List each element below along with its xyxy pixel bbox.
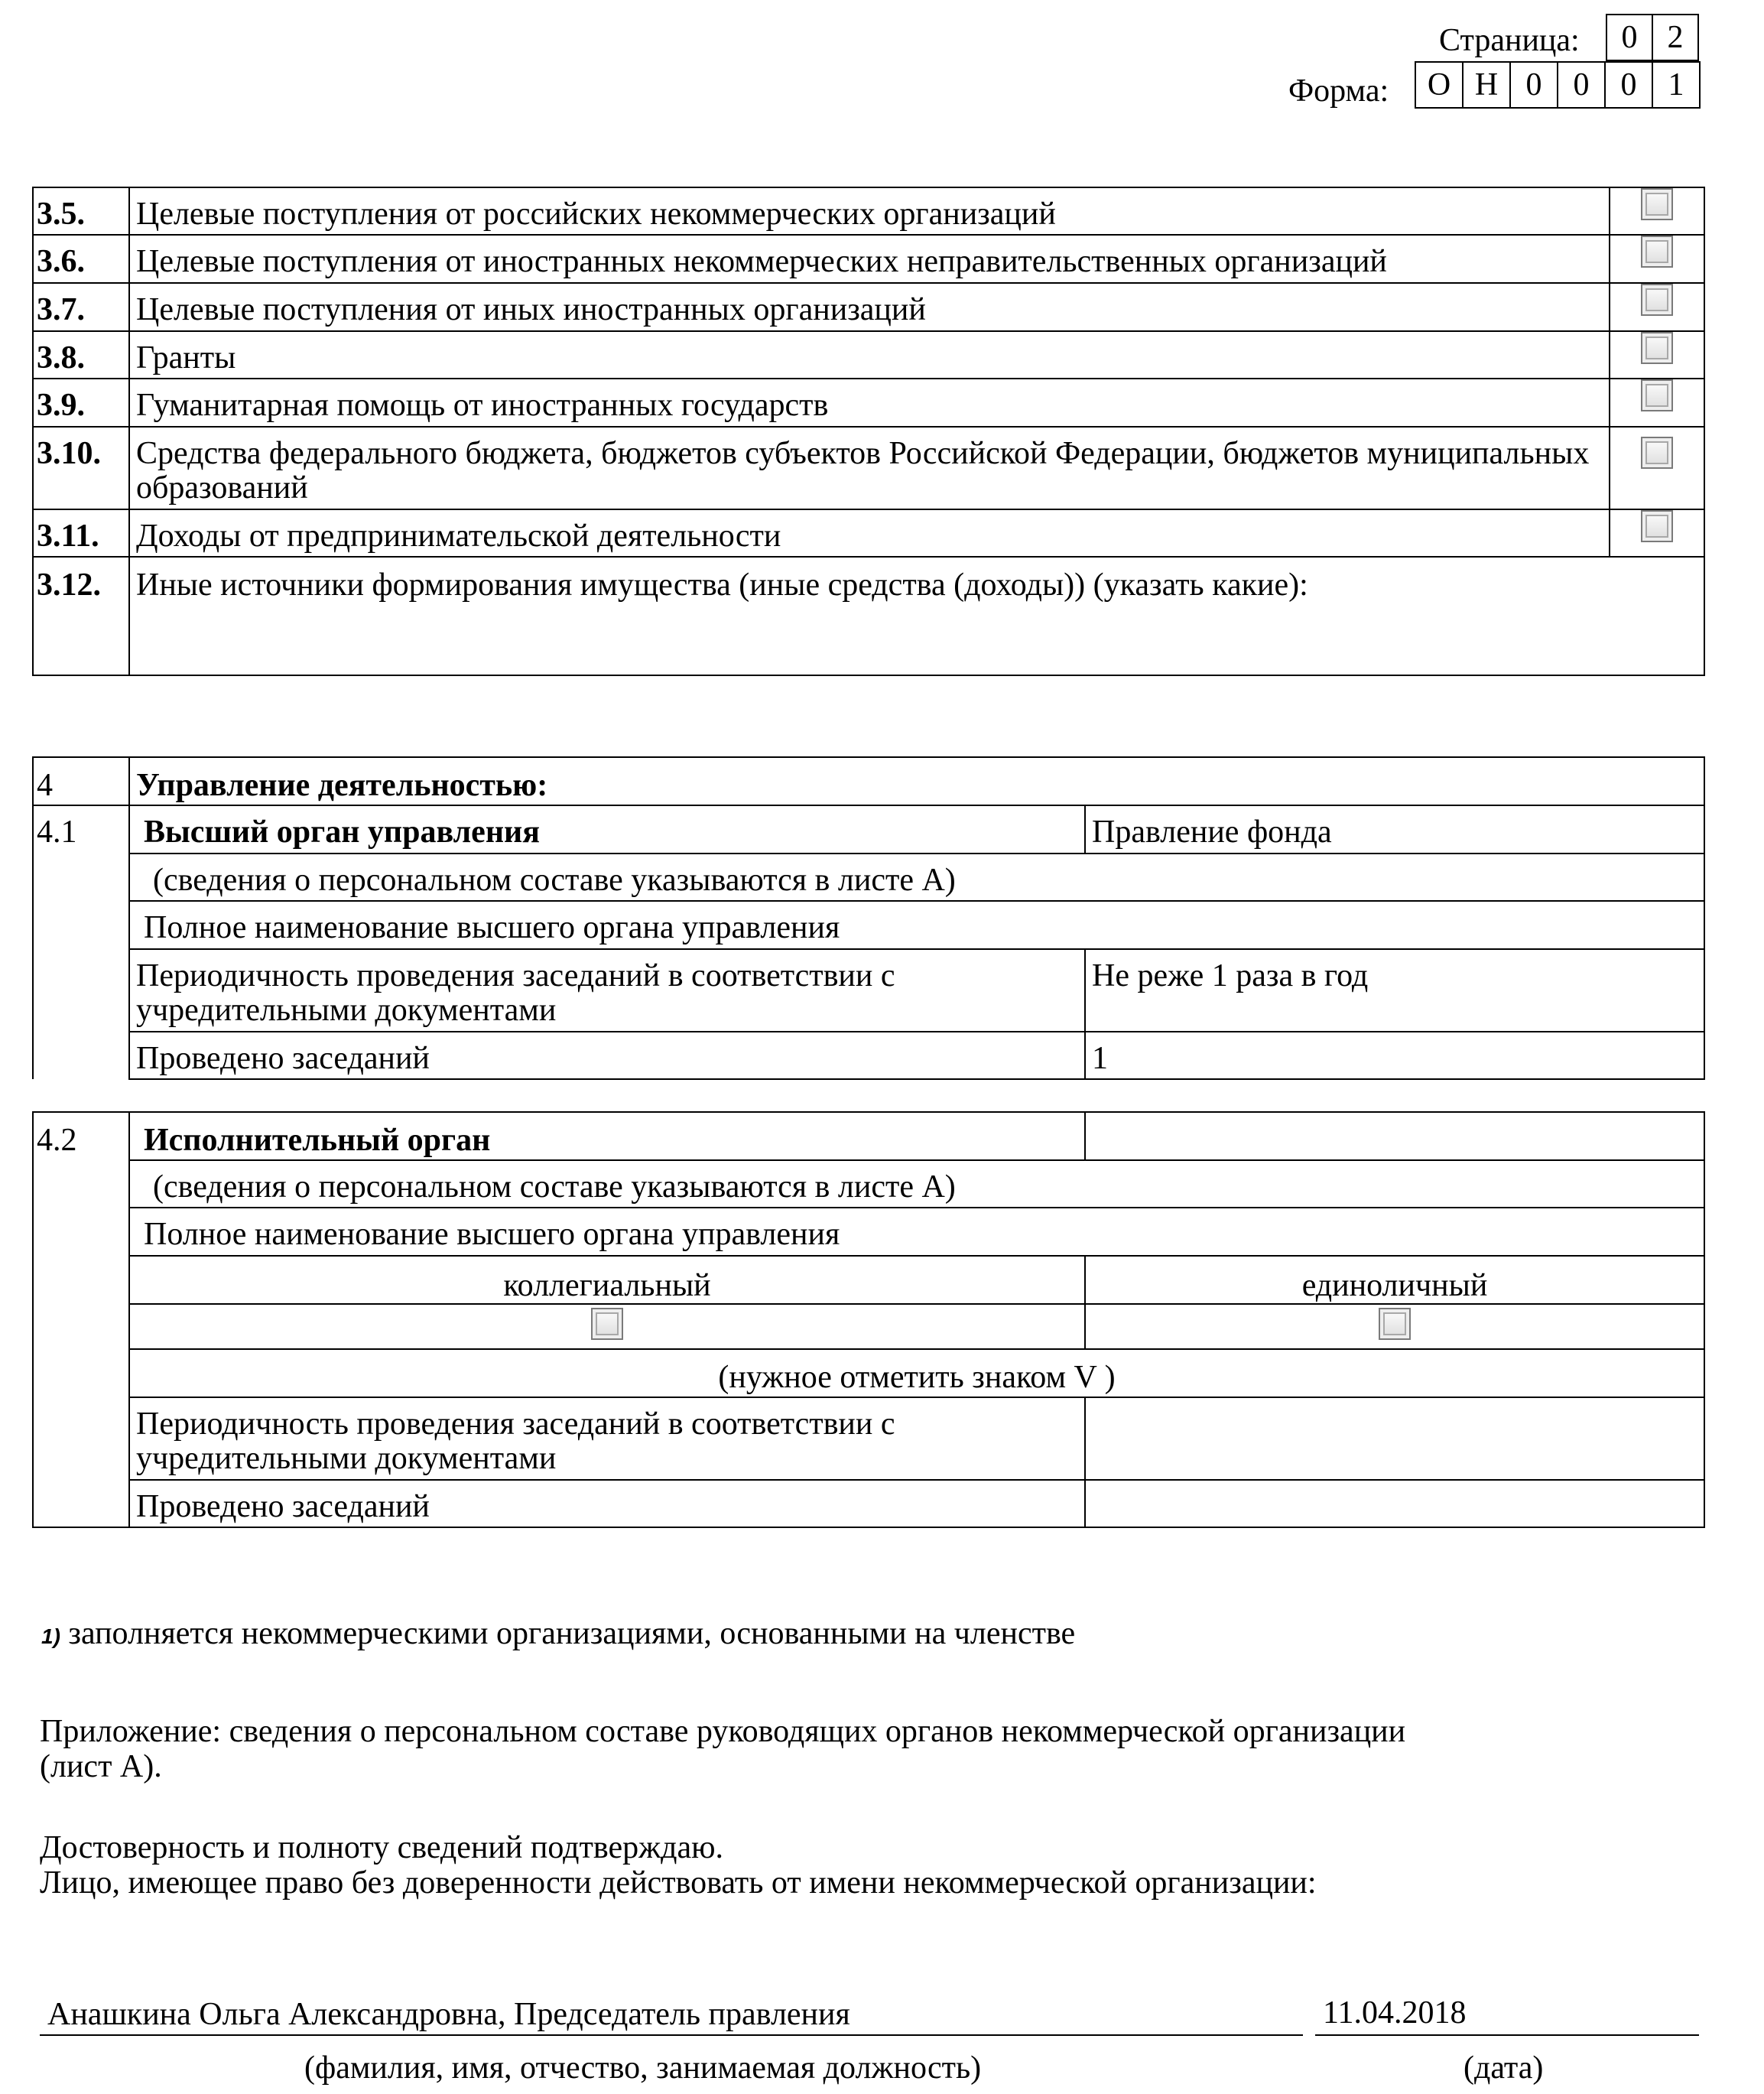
footnote bbox=[41, 1615, 1075, 1652]
row-checkbox-cell bbox=[1610, 379, 1704, 427]
name-underline bbox=[40, 2034, 1303, 2036]
meetings-value bbox=[1085, 1480, 1704, 1527]
collegial-checkbox[interactable] bbox=[591, 1308, 623, 1340]
collegial-label: коллегиальный bbox=[129, 1256, 1085, 1304]
sole-checkbox[interactable] bbox=[1379, 1308, 1411, 1340]
table-row bbox=[33, 331, 1704, 379]
meetings-label: Проведено заседаний bbox=[129, 1480, 1085, 1527]
mark-hint: (нужное отметить знаком V ) bbox=[129, 1349, 1704, 1397]
checkbox[interactable] bbox=[1641, 510, 1673, 542]
table-row bbox=[33, 1304, 1704, 1348]
signatory-name: Анашкина Ольга Александровна, Председатель правления bbox=[47, 1997, 850, 2032]
table-row bbox=[33, 283, 1704, 331]
row-text: Гуманитарная помощь от иностранных государств bbox=[129, 379, 1610, 427]
row-number: 3.8. bbox=[33, 331, 129, 379]
blank-cell bbox=[33, 1256, 129, 1304]
blank-cell bbox=[33, 1480, 129, 1527]
meetings-label: Проведено заседаний bbox=[129, 1032, 1085, 1079]
checkbox[interactable] bbox=[1641, 332, 1673, 364]
footnote-text: заполняется некоммерческими организациями, основанными на членстве bbox=[68, 1616, 1076, 1651]
blank-cell bbox=[33, 1208, 129, 1256]
form-digit: 0 bbox=[1604, 61, 1653, 109]
row-number: 3.9. bbox=[33, 379, 129, 427]
blank-cell bbox=[33, 1349, 129, 1397]
table-row bbox=[33, 949, 1704, 1032]
checkbox[interactable] bbox=[1641, 188, 1673, 220]
table-row bbox=[33, 1160, 1704, 1208]
form-digit: 0 bbox=[1557, 61, 1606, 109]
form-digit: О bbox=[1415, 61, 1464, 109]
blank-cell bbox=[33, 901, 129, 949]
full-name-label: Полное наименование высшего органа управления bbox=[129, 901, 1704, 949]
form-code-cells bbox=[1415, 61, 1701, 109]
row-checkbox-cell bbox=[1610, 427, 1704, 509]
confirmation-line-2: Лицо, имеющее право без доверенности действовать от имени некоммерческой организации: bbox=[40, 1865, 1317, 1901]
row-number: 3.11. bbox=[33, 509, 129, 557]
page-label: Страница: bbox=[1439, 23, 1580, 58]
row-checkbox-cell bbox=[1610, 235, 1704, 283]
executive-body-title: Исполнительный орган bbox=[129, 1112, 1085, 1160]
page-digit: 2 bbox=[1652, 14, 1699, 61]
row-text: Средства федерального бюджета, бюджетов субъектов Российской Федерации, бюджетов муниципальных образований bbox=[129, 427, 1610, 509]
section4-2-number: 4.2 bbox=[33, 1112, 129, 1160]
name-caption: (фамилия, имя, отчество, занимаемая должность) bbox=[304, 2050, 982, 2086]
checkbox[interactable] bbox=[1641, 284, 1673, 316]
meetings-value: 1 bbox=[1085, 1032, 1704, 1079]
form-label: Форма: bbox=[1288, 73, 1389, 109]
section4-2-table bbox=[32, 1111, 1705, 1528]
blank-cell bbox=[33, 1304, 129, 1348]
personnel-note: (сведения о персональном составе указываются в листе А) bbox=[129, 854, 1704, 901]
blank-cell bbox=[33, 1032, 129, 1079]
sole-label: единоличный bbox=[1085, 1256, 1704, 1304]
table-row bbox=[33, 509, 1704, 557]
executive-body-value bbox=[1085, 1112, 1704, 1160]
blank-cell bbox=[33, 949, 129, 1032]
table-row bbox=[33, 901, 1704, 949]
row-text: Целевые поступления от иностранных некоммерческих неправительственных организаций bbox=[129, 235, 1610, 283]
row-text: Доходы от предпринимательской деятельности bbox=[129, 509, 1610, 557]
supreme-body-value: Правление фонда bbox=[1085, 805, 1704, 854]
signature-date: 11.04.2018 bbox=[1323, 1995, 1467, 2031]
page-digit: 0 bbox=[1606, 14, 1653, 61]
periodicity-label: Периодичность проведения заседаний в соответствии с учредительными документами bbox=[129, 949, 1085, 1032]
table-row bbox=[33, 379, 1704, 427]
row-number: 3.12. bbox=[33, 557, 129, 675]
table-row bbox=[33, 235, 1704, 283]
row-text: Целевые поступления от российских некоммерческих организаций bbox=[129, 187, 1610, 235]
row-checkbox-cell bbox=[1610, 283, 1704, 331]
table-row bbox=[33, 1208, 1704, 1256]
section4-1-number: 4.1 bbox=[33, 805, 129, 854]
footnote-mark: 1) bbox=[41, 1624, 60, 1648]
row-text: Иные источники формирования имущества (иные средства (доходы)) (указать какие): bbox=[129, 557, 1704, 675]
table-row bbox=[33, 427, 1704, 509]
table-row bbox=[33, 757, 1704, 805]
table-row bbox=[33, 1112, 1704, 1160]
collegial-checkbox-cell bbox=[129, 1304, 1085, 1348]
page-number-cells bbox=[1606, 14, 1699, 61]
checkbox[interactable] bbox=[1641, 236, 1673, 268]
section4-title: Управление деятельностью: bbox=[129, 757, 1704, 805]
row-number: 3.10. bbox=[33, 427, 129, 509]
full-name-label: Полное наименование высшего органа управления bbox=[129, 1208, 1704, 1256]
sole-checkbox-cell bbox=[1085, 1304, 1704, 1348]
row-text: Целевые поступления от иных иностранных организаций bbox=[129, 283, 1610, 331]
form-digit: 1 bbox=[1652, 61, 1701, 109]
row-number: 3.5. bbox=[33, 187, 129, 235]
table-row bbox=[33, 1397, 1704, 1480]
checkbox[interactable] bbox=[1641, 437, 1673, 469]
section4-1-table bbox=[32, 756, 1705, 1080]
section3-table bbox=[32, 187, 1705, 676]
appendix-line-1: Приложение: сведения о персональном составе руководящих органов некоммерческой организации bbox=[40, 1714, 1406, 1749]
table-row bbox=[33, 1032, 1704, 1079]
table-row bbox=[33, 187, 1704, 235]
blank-cell bbox=[33, 1397, 129, 1480]
checkbox[interactable] bbox=[1641, 379, 1673, 411]
table-row bbox=[33, 805, 1704, 854]
periodicity-value: Не реже 1 раза в год bbox=[1085, 949, 1704, 1032]
form-digit: 0 bbox=[1509, 61, 1558, 109]
table-row bbox=[33, 557, 1704, 675]
appendix-line-2: (лист А). bbox=[40, 1749, 162, 1784]
table-row bbox=[33, 1480, 1704, 1527]
table-row bbox=[33, 854, 1704, 901]
date-caption: (дата) bbox=[1464, 2050, 1544, 2086]
date-underline bbox=[1315, 2034, 1699, 2036]
row-checkbox-cell bbox=[1610, 509, 1704, 557]
row-checkbox-cell bbox=[1610, 331, 1704, 379]
blank-cell bbox=[33, 1160, 129, 1208]
blank-cell bbox=[33, 854, 129, 901]
row-number: 3.7. bbox=[33, 283, 129, 331]
personnel-note: (сведения о персональном составе указываются в листе А) bbox=[129, 1160, 1704, 1208]
periodicity-value bbox=[1085, 1397, 1704, 1480]
section4-number: 4 bbox=[33, 757, 129, 805]
row-text: Гранты bbox=[129, 331, 1610, 379]
row-checkbox-cell bbox=[1610, 187, 1704, 235]
table-row bbox=[33, 1256, 1704, 1304]
row-number: 3.6. bbox=[33, 235, 129, 283]
periodicity-label: Периодичность проведения заседаний в соответствии с учредительными документами bbox=[129, 1397, 1085, 1480]
table-row bbox=[33, 1349, 1704, 1397]
supreme-body-title: Высший орган управления bbox=[129, 805, 1085, 854]
confirmation-line-1: Достоверность и полноту сведений подтверждаю. bbox=[40, 1830, 723, 1865]
form-digit: Н bbox=[1462, 61, 1511, 109]
